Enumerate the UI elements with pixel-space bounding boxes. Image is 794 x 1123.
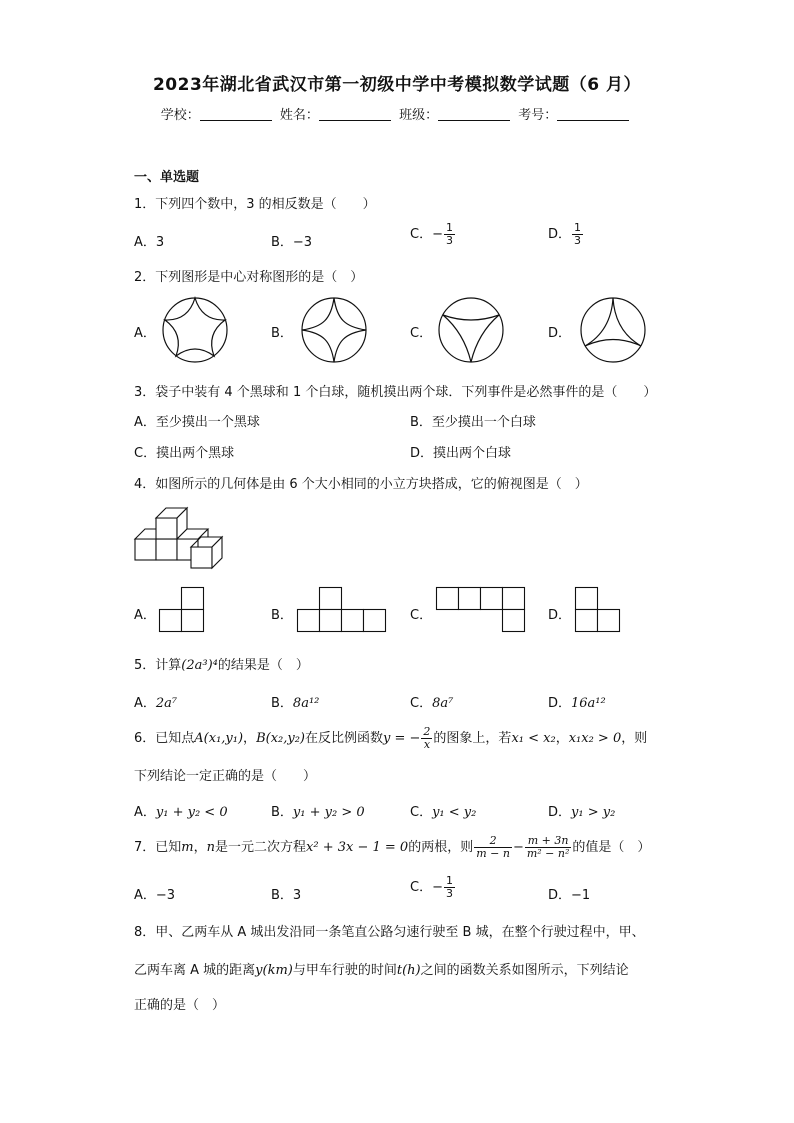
- q6-option-b[interactable]: [271, 801, 365, 820]
- q7-option-d[interactable]: D．−1: [548, 888, 591, 903]
- q2-figure-c-three-arcs[interactable]: [438, 297, 504, 363]
- q8-stem-line2: [134, 959, 629, 978]
- q6-sep-2: ，: [555, 731, 569, 746]
- q3-option-a[interactable]: A．至少摸出一个黑球: [134, 415, 260, 430]
- q7-fraction-2: $\frac{m + 3n}{\text{m² − n²}}$: [526, 834, 570, 860]
- q1-option-d[interactable]: [548, 222, 584, 247]
- q6-option-a-label: A．: [134, 805, 156, 820]
- q5-stem-suffix: 的结果是（ ）: [217, 658, 309, 673]
- q6-option-a[interactable]: [134, 801, 228, 820]
- q5-stem-prefix: 5．计算: [134, 658, 182, 673]
- q6-sep-1: ，: [243, 731, 257, 746]
- q6-option-d-label: D．: [548, 805, 572, 820]
- q2-label-a: A．: [134, 326, 156, 341]
- q6-text-2: 在反比例函数: [305, 731, 384, 746]
- q7-text-1: 7．已知: [134, 840, 182, 855]
- q2-stem: 2．下列图形是中心对称图形的是（ ）: [134, 270, 364, 285]
- q3-option-d[interactable]: D．摸出两个白球: [410, 446, 512, 461]
- q6-option-c[interactable]: [410, 801, 476, 820]
- q6-stem-line1: [134, 726, 647, 751]
- q2-figure-a-pentagram-arcs[interactable]: [162, 297, 228, 363]
- q6-condition-2: x₁x₂ > 0: [568, 731, 622, 746]
- q8-stem-line1: 8．甲、乙两车从 A 城出发沿同一条笔直公路匀速行驶至 B 城，在整个行驶过程中，甲、: [134, 925, 645, 940]
- q6-stem-line2: 下列结论一定正确的是（ ）: [134, 769, 317, 784]
- q7-text-4: 的值是（ ）: [572, 840, 651, 855]
- q8-text-3: 之间的函数关系如图所示，下列结论: [420, 963, 629, 978]
- q5-option-c-label: C．: [410, 696, 433, 711]
- q6-option-d[interactable]: [548, 801, 615, 820]
- q1-option-c-label: C．−: [410, 227, 443, 242]
- q5-option-d[interactable]: [548, 692, 606, 711]
- q2-label-b: B．: [271, 326, 293, 341]
- q1-option-d-label: D．: [548, 227, 572, 242]
- q8-var-y: y(km): [255, 963, 293, 978]
- q7-equation: x² + 3x − 1 = 0: [306, 840, 409, 855]
- q8-stem-line3: 正确的是（ ）: [134, 998, 226, 1013]
- q6-option-b-label: B．: [271, 805, 293, 820]
- q6-option-b-value: y₁ + y₂ > 0: [292, 805, 365, 820]
- q3-option-b[interactable]: B．至少摸出一个白球: [410, 415, 536, 430]
- q4-option-d-top-view[interactable]: [574, 587, 622, 633]
- q5-option-a-value: 2a⁷: [155, 696, 178, 711]
- q6-point-b: B(x₂,y₂): [256, 731, 305, 746]
- q5-option-b-label: B．: [271, 696, 293, 711]
- q7-option-c-fraction: $\frac{1}{3}$: [445, 874, 453, 900]
- q8-text-1: 乙两车离 A 城的距离: [134, 963, 256, 978]
- q4-solid-figure: [134, 507, 234, 569]
- q7-fraction-1: $\frac{2}{m - n}$: [476, 834, 510, 860]
- name-blank[interactable]: [319, 108, 391, 121]
- q6-point-a: A(x₁,y₁): [194, 731, 244, 746]
- q2-figure-d-three-arcs[interactable]: [580, 297, 646, 363]
- q7-minus: −: [512, 840, 524, 855]
- q7-option-a[interactable]: A．−3: [134, 888, 176, 903]
- q5-expression: (2a³)⁴: [181, 658, 218, 673]
- q2-figure-b-astroid-arcs[interactable]: [301, 297, 367, 363]
- q4-stem: 4．如图所示的几何体是由 6 个大小相同的小立方块搭成，它的俯视图是（ ）: [134, 477, 588, 492]
- q5-option-b[interactable]: [271, 692, 319, 711]
- q5-option-c[interactable]: [410, 692, 453, 711]
- q7-stem: [134, 835, 650, 860]
- q7-text-2: 是一元二次方程: [215, 840, 307, 855]
- q7-option-c[interactable]: [410, 875, 456, 900]
- q4-option-a-top-view[interactable]: [158, 587, 206, 633]
- q8-var-t: t(h): [396, 963, 421, 978]
- class-label: 班级：: [399, 108, 439, 123]
- q6-text-1: 6．已知点: [134, 731, 195, 746]
- q1-option-c-fraction: $\frac{1}{3}$: [445, 221, 453, 247]
- q5-option-b-value: 8a¹²: [292, 696, 320, 711]
- q4-option-c-top-view[interactable]: [435, 587, 527, 633]
- q1-option-b[interactable]: B．−3: [271, 235, 313, 250]
- q7-text-3: 的两根，则: [408, 840, 474, 855]
- q3-option-c[interactable]: C．摸出两个黑球: [134, 446, 235, 461]
- q7-var-m: m: [181, 840, 194, 855]
- q7-sep: ，: [193, 840, 207, 855]
- name-label: 姓名：: [279, 108, 319, 123]
- q6-option-c-label: C．: [410, 805, 433, 820]
- q6-option-d-value: y₁ > y₂: [571, 805, 616, 820]
- q5-option-d-label: D．: [548, 696, 572, 711]
- q1-stem: 1．下列四个数中，3 的相反数是（ ）: [134, 197, 376, 212]
- school-blank[interactable]: [200, 108, 272, 121]
- q1-option-d-fraction: $\frac{1}{3}$: [574, 221, 582, 247]
- q4-label-d: D．: [548, 608, 572, 623]
- q7-option-c-label: C．−: [410, 880, 443, 895]
- student-info-line: [0, 104, 794, 123]
- q1-option-c[interactable]: [410, 222, 456, 247]
- q7-option-b[interactable]: B．3: [271, 888, 302, 903]
- q5-option-c-value: 8a⁷: [432, 696, 454, 711]
- q6-condition-1: x₁ < x₂: [511, 731, 556, 746]
- q4-label-b: B．: [271, 608, 293, 623]
- q6-text-3: 的图象上，若: [433, 731, 512, 746]
- q4-label-c: C．: [410, 608, 433, 623]
- q6-text-4: ，则: [621, 731, 648, 746]
- page-title: 2023年湖北省武汉市第一初级中学中考模拟数学试题（6 月）: [152, 75, 642, 95]
- q3-stem: 3．袋子中装有 4 个黑球和 1 个白球，随机摸出两个球．下列事件是必然事件的是（ ）: [134, 385, 657, 400]
- q2-label-d: D．: [548, 326, 572, 341]
- number-label: 考号：: [518, 108, 558, 123]
- class-blank[interactable]: [438, 108, 510, 121]
- q5-option-d-value: 16a¹²: [571, 696, 606, 711]
- section-heading: 一、单选题: [134, 170, 200, 185]
- q2-label-c: C．: [410, 326, 433, 341]
- q6-option-c-value: y₁ < y₂: [432, 805, 477, 820]
- school-label: 学校：: [160, 108, 200, 123]
- q5-stem: [134, 654, 309, 673]
- number-blank[interactable]: [557, 108, 629, 121]
- q4-label-a: A．: [134, 608, 156, 623]
- q5-option-a-label: A．: [134, 696, 156, 711]
- q6-option-a-value: y₁ + y₂ < 0: [155, 805, 228, 820]
- q5-option-a[interactable]: [134, 692, 177, 711]
- q6-function-lhs: y = −: [383, 731, 421, 746]
- q6-function-fraction: $\frac{2}{x}$: [423, 725, 431, 751]
- q8-text-2: 与甲车行驶的时间: [292, 963, 397, 978]
- q7-var-n: n: [206, 840, 215, 855]
- q4-option-b-top-view[interactable]: [296, 587, 388, 633]
- q1-option-a[interactable]: A．3: [134, 235, 165, 250]
